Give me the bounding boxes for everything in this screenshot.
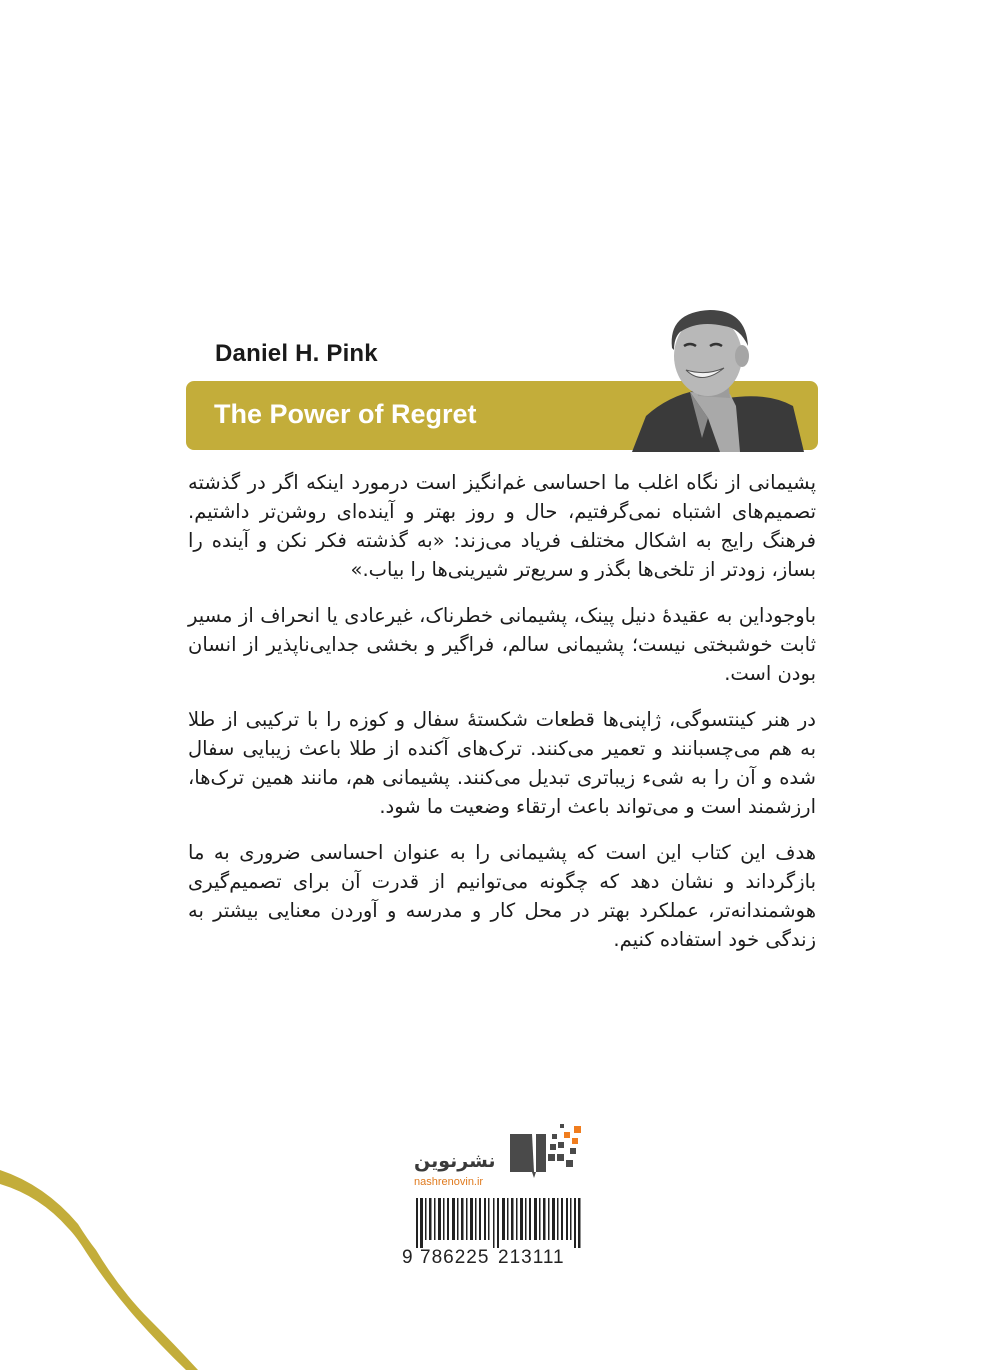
isbn-prefix: 9 bbox=[402, 1247, 414, 1268]
description-paragraph: باوجوداین به عقیدهٔ دنیل پینک، پشیمانی خطرناک، غیرعادی یا انحراف از مسیر ثابت خوشبختی نیست؛ پشیمانی سالم، فراگیر و بخشی جدایی‌ناپذیر از انسان بودن است. bbox=[188, 604, 816, 685]
author-photo-icon bbox=[628, 306, 808, 452]
barcode-icon bbox=[410, 1198, 585, 1248]
description-paragraph: در هنر کینتسوگی، ژاپنی‌ها قطعات شکستهٔ سفال و کوزه را با ترکیبی از طلا به هم می‌چسبانند و تعمیر می‌کنند. ترک‌های آکنده از طلا باعث زیبایی سفال شده و آن را به شیء زیباتری تبدیل می‌کنند. پشیمانی هم، مانند همین ترک‌ها، ارزشمند است و می‌تواند باعث ارتقاء وضعیت ما شود. bbox=[188, 708, 816, 818]
isbn-group-1: 786225 bbox=[420, 1247, 490, 1268]
description-paragraph: هدف این کتاب این است که پشیمانی را به عنوان احساسی ضروری به ما بازگرداند و نشان دهد که چگونه می‌توانیم از قدرت آن برای تصمیم‌گیری هوشمندانه‌تر، عملکرد بهتر در محل کار و مدرسه و آوردن معنایی بیشتر به زندگی خود استفاده کنیم. bbox=[188, 841, 816, 951]
isbn-group-2: 213111 bbox=[498, 1247, 565, 1268]
author-name: Daniel H. Pink bbox=[215, 340, 378, 367]
decorative-swoosh-icon bbox=[0, 1140, 220, 1370]
publisher-url: nashrenovin.ir bbox=[414, 1176, 484, 1188]
book-title: The Power of Regret bbox=[214, 399, 477, 429]
description-paragraph: پشیمانی از نگاه اغلب ما احساسی غم‌انگیز است درمورد اینکه اگر در گذشته تصمیم‌های اشتباه نمی‌گرفتیم، حال و روز بهتر و آینده‌ای روشن‌تر داشتیم. فرهنگ رایج به اشکال مختلف فریاد می‌زند: «به گذشته فکر نکن و آینده را بساز، زودتر از تلخی‌ها بگذر و سریع‌تر شیرینی‌ها را بیاب.» bbox=[188, 471, 816, 581]
publisher-name: نشرنوین bbox=[414, 1150, 496, 1172]
book-description bbox=[188, 468, 816, 971]
